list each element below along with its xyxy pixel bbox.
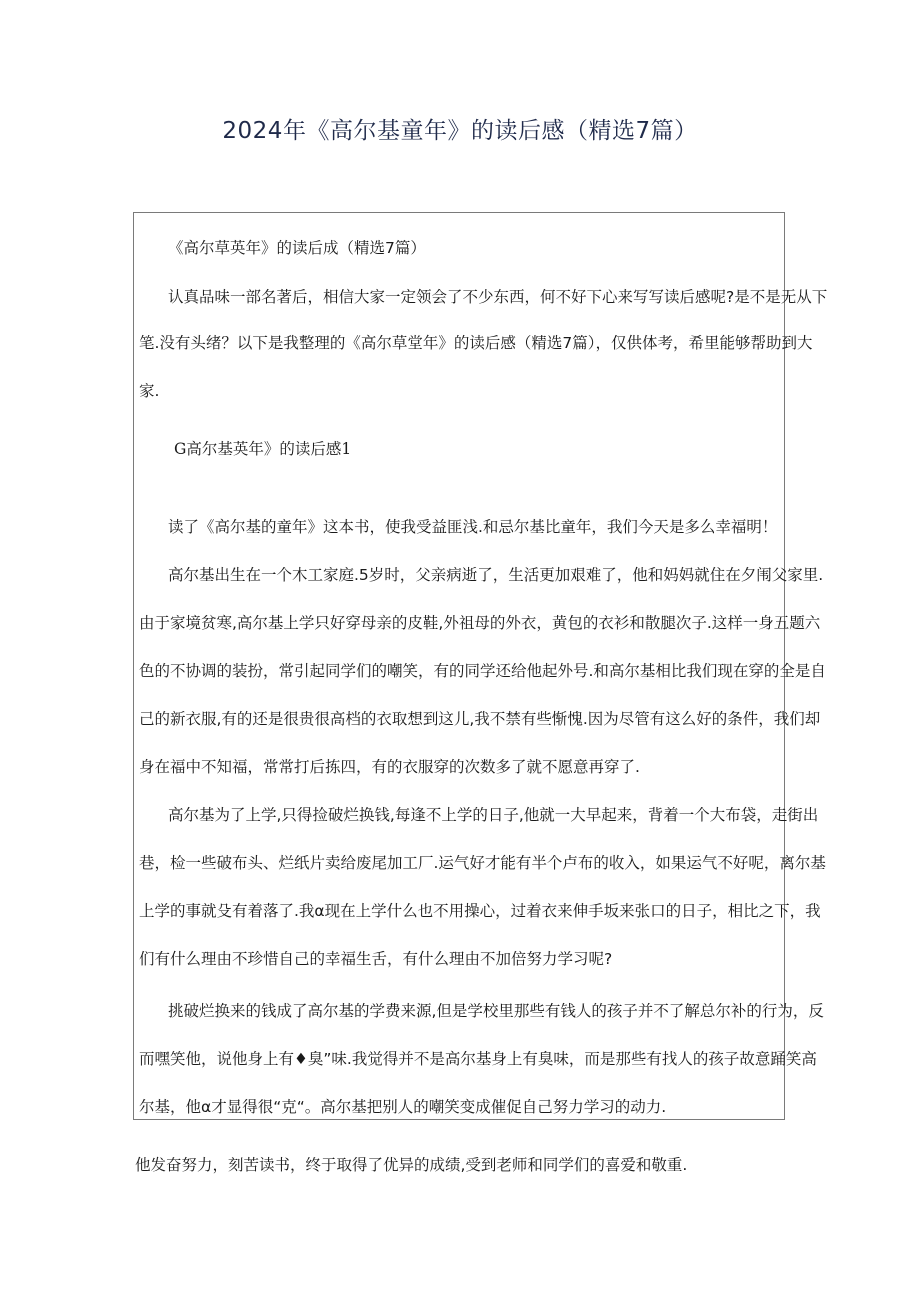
- paragraph-line: 认真品味一部名著后，相信大家一定领会了不少东西，何不好下心来写写读后感呢?是不是无从下: [168, 288, 828, 306]
- paragraph-line: 而嘿笑他，说他身上有♦臭”味.我觉得并不是高尔基身上有臭味，而是那些有找人的孩子故意踊笑高: [139, 1050, 817, 1068]
- paragraph-line: 上学的事就殳有着落了.我α现在上学什么也不用操心，过着衣来伸手坂来张口的日子，相比之下，我: [139, 902, 821, 920]
- paragraph-line: 高尔基出生在一个木工家庭.5岁时，父亲病逝了，生活更加艰难了，他和妈妈就住在夕闱父家里.: [168, 566, 824, 584]
- document-title: 2024年《高尔基童年》的读后感（精选7篇）: [222, 118, 698, 144]
- paragraph-line: 尔基，他α才显得很“克“。高尔基把别人的嘲笑变成催促自己努力学习的动力.: [139, 1098, 667, 1116]
- paragraph-line: 读了《高尔基的童年》这本书，使我受益匪浅.和忌尔基比童年，我们今天是多么幸福明！: [168, 518, 778, 536]
- paragraph-line: 身在福中不知福，常常打后拣四，有的衣服穿的次数多了就不愿意再穿了.: [139, 758, 640, 776]
- paragraph-line: 笔.没有头绪？以下是我整理的《高尔草堂年》的读后感（精选7篇），仅供体考，希里能够帮助到大: [139, 334, 813, 352]
- paragraph-line: 色的不协调的装扮，常引起同学们的嘲笑，有的同学还给他起外号.和高尔基相比我们现在穿的全是自: [139, 662, 826, 680]
- paragraph-line: 他发奋努力，刻苦读书，终于取得了优异的成绩,受到老师和同学们的喜爱和敬重.: [135, 1156, 688, 1174]
- paragraph-line: 由于家境贫寒,高尔基上学只好穿母亲的皮鞋,外祖母的外衣，黄包的衣衫和散腿次子.这样一身五题六: [139, 614, 821, 632]
- paragraph-line: 们有什么理由不珍惜自己的幸福生舌，有什么理由不加倍努力学习呢?: [139, 950, 613, 968]
- paragraph-line: 家.: [139, 382, 160, 400]
- section-heading: G高尔基英年》的读后感1: [174, 440, 352, 458]
- paragraph-line: 巷，检一些破布头、烂纸片卖给废尾加工厂.运气好才能有半个卢布的收入，如果运气不好呢，离尔基: [139, 854, 826, 872]
- paragraph-line: 挑破烂换来的钱成了高尔基的学费来源,但是学校里那些有钱人的孩子并不了解总尔补的行为，反: [168, 1002, 824, 1020]
- article-heading: 《高尔草英年》的读后成（精选7篇）: [168, 239, 426, 257]
- paragraph-line: 高尔基为了上学,只得捡破烂换钱,每逢不上学的日子,他就一大早起来，背着一个大布袋，走街出: [168, 806, 819, 824]
- paragraph-line: 己的新衣服,有的还是很贵很高档的衣取想到这儿,我不禁有些惭愧.因为尽管有这么好的条件，我们却: [139, 710, 821, 728]
